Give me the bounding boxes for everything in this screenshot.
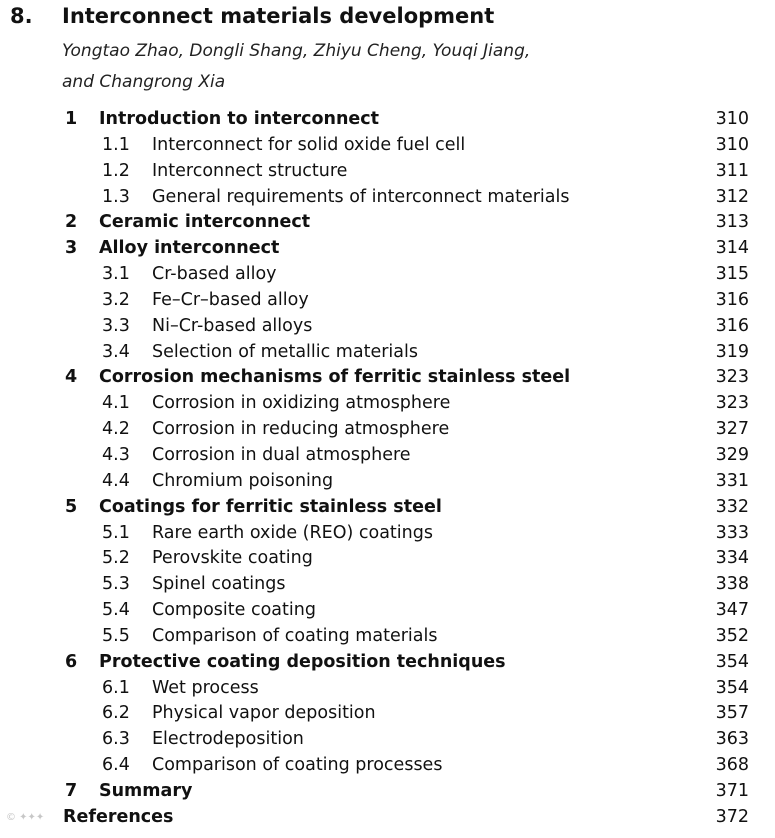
toc-subsection-row[interactable] (0, 314, 775, 340)
toc-entry-title: Ceramic interconnect (99, 212, 311, 233)
toc-entry-title: Corrosion in oxidizing atmosphere (152, 393, 451, 414)
toc-entry-title: Electrodeposition (152, 729, 304, 750)
toc-subsection-row[interactable] (0, 469, 775, 495)
toc-section-row[interactable] (0, 779, 775, 805)
toc-entry-title: Summary (99, 780, 193, 801)
toc-entry-number: 7 (65, 780, 78, 801)
toc-entry-title: Corrosion mechanisms of ferritic stainless steel (99, 367, 571, 388)
chapter-title: Interconnect materials development (62, 4, 495, 28)
toc-entry-title: Perovskite coating (152, 548, 313, 569)
toc-entry-number: 6.3 (102, 729, 130, 750)
toc-entry-title: Selection of metallic materials (152, 341, 418, 362)
toc-entry-page: 354 (715, 677, 749, 698)
toc-section-row[interactable] (0, 365, 775, 391)
authors-line-1: Yongtao Zhao, Dongli Shang, Zhiyu Cheng, Youqi Jiang, (62, 41, 531, 61)
toc-entry-number: 4.1 (102, 393, 130, 414)
toc-subsection-row[interactable] (0, 185, 775, 211)
chapter-number: 8. (10, 4, 33, 28)
toc-entry-number: 3.4 (102, 341, 130, 362)
toc-entry-number: 3.2 (102, 289, 130, 310)
toc-subsection-row[interactable] (0, 391, 775, 417)
toc-subsection-row[interactable] (0, 753, 775, 779)
toc-entry-number: 4.2 (102, 419, 130, 440)
toc-entry-number: 6.4 (102, 755, 130, 776)
toc-entry-number: 4 (65, 367, 78, 388)
toc-entry-number: 6.1 (102, 677, 130, 698)
toc-entry-number: 5.2 (102, 548, 130, 569)
toc-subsection-row[interactable] (0, 598, 775, 624)
toc-entry-page: 323 (715, 367, 749, 388)
toc-entry-number: 5 (65, 496, 78, 517)
toc-entry-number: 5.3 (102, 574, 130, 595)
toc-subsection-row[interactable] (0, 443, 775, 469)
chapter-heading (10, 1, 494, 31)
toc-subsection-row[interactable] (0, 572, 775, 598)
toc-entry-number: 4.4 (102, 470, 130, 491)
toc-entry-number: 1.2 (102, 160, 130, 181)
toc-entry-page: 310 (715, 134, 749, 155)
toc-entry-title: Interconnect structure (152, 160, 348, 181)
toc-subsection-row[interactable] (0, 521, 775, 547)
toc-entry-number: 3.1 (102, 264, 130, 285)
toc-entry-page: 310 (715, 109, 749, 129)
toc-subsection-row[interactable] (0, 159, 775, 185)
toc-entry-number: 6.2 (102, 703, 130, 724)
toc-subsection-row[interactable] (0, 676, 775, 702)
toc-entry-title: Interconnect for solid oxide fuel cell (152, 134, 466, 155)
toc-subsection-row[interactable] (0, 624, 775, 650)
toc-entry-page: 332 (715, 496, 749, 517)
toc-entry-title: Cr-based alloy (152, 264, 277, 285)
toc-entry-title: Alloy interconnect (99, 238, 280, 259)
toc-entry-page: 316 (715, 315, 749, 336)
toc-entry-number: 1.1 (102, 134, 130, 155)
toc-subsection-row[interactable] (0, 288, 775, 314)
toc-entry-title: Comparison of coating materials (152, 625, 438, 646)
toc-entry-title: References (63, 806, 174, 827)
toc-entry-title: General requirements of interconnect materials (152, 186, 570, 207)
toc-entry-title: Introduction to interconnect (99, 109, 380, 129)
toc-entry-title: Ni–Cr-based alloys (152, 315, 313, 336)
toc-entry-number: 1.3 (102, 186, 130, 207)
toc-entry-number: 3 (65, 238, 78, 259)
toc-entry-number: 5.5 (102, 625, 130, 646)
toc-entry-page: 368 (715, 755, 749, 776)
toc-entry-title: Rare earth oxide (REO) coatings (152, 522, 433, 543)
toc-entry-page: 316 (715, 289, 749, 310)
toc-entry-title: Protective coating deposition techniques (99, 651, 506, 672)
toc-subsection-row[interactable] (0, 340, 775, 366)
toc-entry-title: Coatings for ferritic stainless steel (99, 496, 442, 517)
toc-entry-page: 329 (715, 444, 749, 465)
toc-entry-number: 1 (65, 109, 78, 129)
toc-section-row[interactable] (0, 210, 775, 236)
authors-line-2: and Changrong Xia (62, 72, 226, 92)
toc-entry-title: Physical vapor deposition (152, 703, 376, 724)
toc-subsection-row[interactable] (0, 701, 775, 727)
toc-entry-page: 352 (715, 625, 749, 646)
toc-entry-page: 313 (715, 212, 749, 233)
toc-entry-page: 327 (715, 419, 749, 440)
toc-entry-number: 4.3 (102, 444, 130, 465)
toc-entry-page: 363 (715, 729, 749, 750)
toc-entry-page: 315 (715, 264, 749, 285)
toc-entry-number: 2 (65, 212, 78, 233)
toc-entry-page: 347 (715, 600, 749, 621)
watermark-mark: © ✦✦✦ (6, 812, 45, 823)
toc-entry-title: Corrosion in reducing atmosphere (152, 419, 450, 440)
toc-entry-page: 333 (715, 522, 749, 543)
toc-entry-page: 314 (715, 238, 749, 259)
toc-entry-title: Comparison of coating processes (152, 755, 443, 776)
toc-entry-page: 357 (715, 703, 749, 724)
toc-references-row[interactable] (0, 805, 775, 831)
table-of-contents (0, 107, 775, 831)
toc-entry-page: 334 (715, 548, 749, 569)
toc-entry-number: 5.4 (102, 600, 130, 621)
toc-entry-number: 3.3 (102, 315, 130, 336)
toc-entry-number: 6 (65, 651, 78, 672)
toc-entry-page: 311 (715, 160, 749, 181)
chapter-authors (62, 36, 530, 98)
toc-subsection-row[interactable] (0, 262, 775, 288)
toc-subsection-row[interactable] (0, 727, 775, 753)
toc-entry-title: Chromium poisoning (152, 470, 334, 491)
toc-entry-number: 5.1 (102, 522, 130, 543)
toc-entry-title: Spinel coatings (152, 574, 286, 595)
toc-entry-page: 319 (715, 341, 749, 362)
toc-subsection-row[interactable] (0, 417, 775, 443)
toc-subsection-row[interactable] (0, 133, 775, 159)
toc-entry-page: 312 (715, 186, 749, 207)
toc-entry-title: Fe–Cr–based alloy (152, 289, 309, 310)
toc-entry-page: 338 (715, 574, 749, 595)
toc-entry-page: 372 (715, 806, 749, 827)
toc-entry-page: 354 (715, 651, 749, 672)
toc-section-row[interactable] (0, 107, 775, 133)
toc-entry-page: 331 (715, 470, 749, 491)
toc-subsection-row[interactable] (0, 546, 775, 572)
toc-entry-title: Composite coating (152, 600, 316, 621)
toc-entry-title: Wet process (152, 677, 259, 698)
toc-section-row[interactable] (0, 236, 775, 262)
toc-entry-title: Corrosion in dual atmosphere (152, 444, 411, 465)
toc-section-row[interactable] (0, 650, 775, 676)
toc-entry-page: 371 (715, 780, 749, 801)
toc-section-row[interactable] (0, 495, 775, 521)
toc-entry-page: 323 (715, 393, 749, 414)
